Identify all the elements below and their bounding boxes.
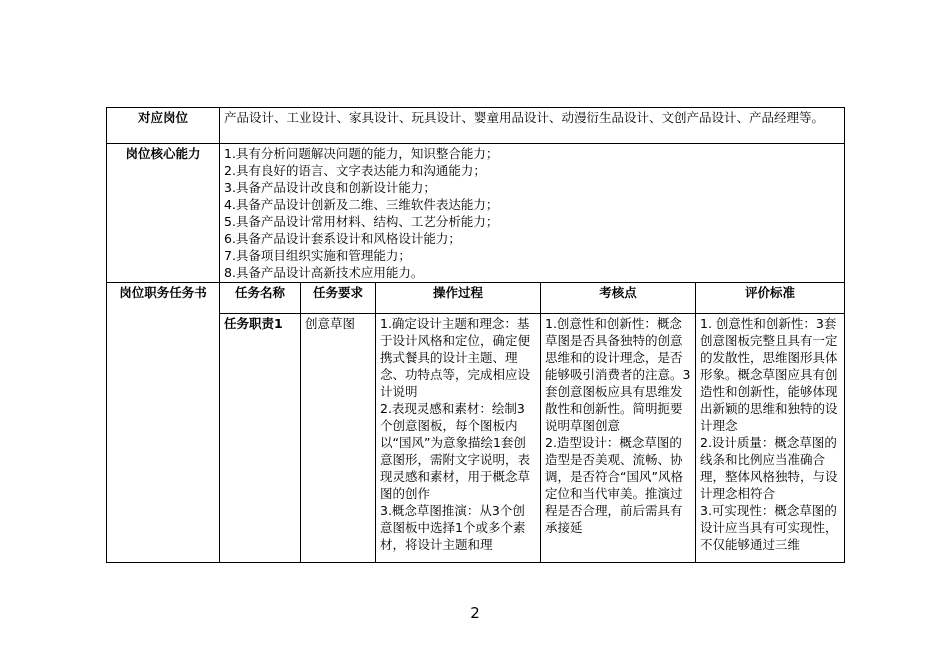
process-cell: 1.确定设计主题和理念：基于设计风格和定位，确定便携式餐具的设计主题、理念、功特点等，完成相应设计说明 2.表现灵感和素材：绘制3个创意图板，每个图板内以“国风”为意象描绘1套创意图形，需附文字说明，表现灵感和素材，用于概念草图的创作 3.概念草图推演：从3个创意图板中选择1个或多个素材，将设计主题和理	[376, 314, 541, 563]
label-task-book: 岗位职务任务书	[107, 283, 220, 563]
task-requirement-cell: 创意草图	[301, 314, 376, 563]
header-assessment: 考核点	[541, 283, 696, 314]
row-core-ability	[107, 144, 845, 283]
ability-item: 6.具备产品设计套系设计和风格设计能力；	[224, 231, 461, 246]
job-task-table	[106, 107, 845, 563]
row-position	[107, 108, 845, 144]
ability-item: 8.具备产品设计高新技术应用能力。	[224, 265, 424, 280]
label-position: 对应岗位	[107, 108, 220, 144]
assessment-cell: 1.创意性和创新性：概念草图是否具备独特的创意思维和的设计理念，是否能够吸引消费者的注意。3套创意图板应具有思维发散性和创新性。简明扼要说明草图创意 2.造型设计：概念草图的造型是否美观、流畅、协调，是否符合“国风”风格定位和当代审美。推演过程是否合理，前后需具有承接延	[541, 314, 696, 563]
ability-item: 7.具备项目组织实施和管理能力；	[224, 248, 411, 263]
ability-item: 4.具备产品设计创新及二维、三维软件表达能力；	[224, 197, 499, 212]
label-core-ability: 岗位核心能力	[107, 144, 220, 283]
header-criteria: 评价标准	[696, 283, 845, 314]
page-number: 2	[470, 604, 480, 622]
ability-item: 2.具有良好的语言、文字表达能力和沟通能力；	[224, 163, 486, 178]
ability-item: 3.具备产品设计改良和创新设计能力；	[224, 180, 436, 195]
core-ability-list	[220, 144, 845, 283]
row-task-header	[107, 283, 845, 314]
task-name-cell: 任务职责1	[220, 314, 301, 563]
header-task-name: 任务名称	[220, 283, 301, 314]
position-content: 产品设计、工业设计、家具设计、玩具设计、婴童用品设计、动漫衍生品设计、文创产品设计、产品经理等。	[220, 108, 845, 144]
ability-item: 1.具有分析问题解决问题的能力，知识整合能力；	[224, 146, 499, 161]
header-task-requirement: 任务要求	[301, 283, 376, 314]
ability-item: 5.具备产品设计常用材料、结构、工艺分析能力；	[224, 214, 499, 229]
header-process: 操作过程	[376, 283, 541, 314]
criteria-cell: 1. 创意性和创新性：3套创意图板完整且具有一定的发散性，思维图形具体形象。概念草图应具有创造性和创新性，能够体现出新颖的思维和独特的设计理念 2.设计质量：概念草图的线条和比例应当准确合理，整体风格独特，与设计理念相符合 3.可实现性：概念草图的设计应当具有可实现性，不仅能够通过三维	[696, 314, 845, 563]
